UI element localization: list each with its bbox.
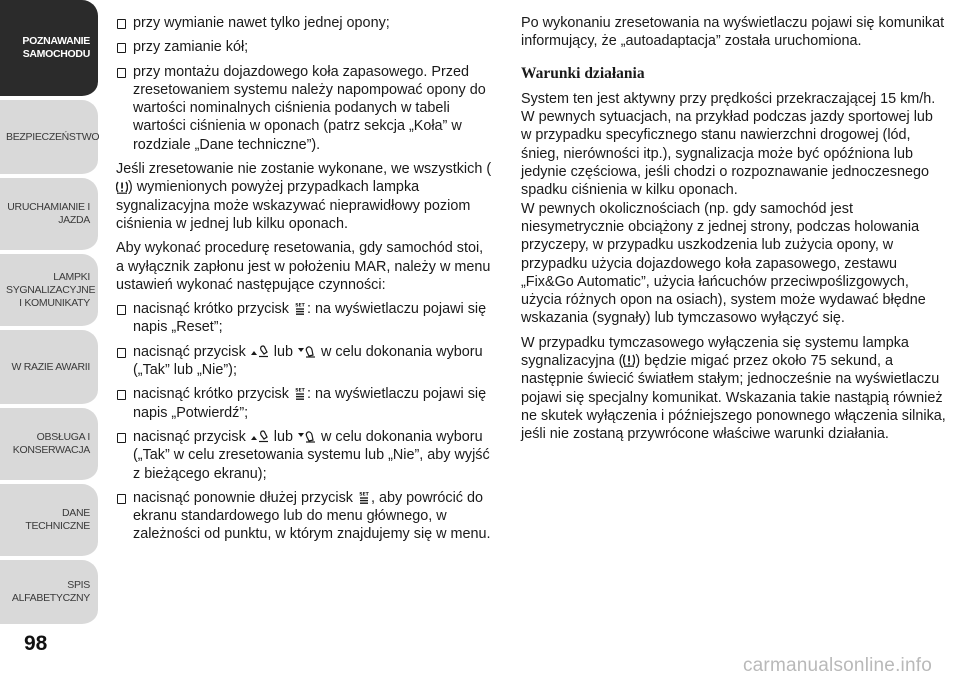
tab-label: POZNAWANIE SAMOCHODU (22, 35, 90, 60)
paragraph-autoadaptation: Po wykonaniu zresetowania na wyświetlaczu pojawi się komunikat informujący, że „autoadaptacja” została uruchomiona. (521, 15, 945, 50)
tab-uruchamianie-i-jazda[interactable] (0, 178, 98, 252)
tab-spis-alfabetyczny[interactable] (0, 560, 98, 626)
list-item: przy montażu dojazdowego koła zapasowego. Przed zresetowaniem systemu należy napompować opony do wartości nominalnych ciśnienia podanych w tabeli wartości ciśnienia w oponach (patrz sekcja „Koła” w rozdziale „Dane techniczne”). (116, 63, 494, 154)
tab-label: DANE TECHNICZNE (25, 507, 90, 532)
text-fragment: lub (273, 343, 293, 360)
text-fragment: : na wyświetlaczu pojawi się napis „Potwierdź”; (133, 386, 487, 421)
text-fragment: ) wymienionych powyżej przypadkach lampka sygnalizacyjna może wskazywać nieprawidłowy poziom ciśnienia w jednej lub kilku oponach. (116, 179, 471, 232)
set-button-icon (293, 302, 307, 315)
paragraph-procedure-intro: Aby wykonać procedurę resetowania, gdy samochód stoi, a wyłącznik zapłonu jest w położeniu MAR, należy w menu ustawień wykonać następujące czynności: (116, 240, 491, 293)
section-heading: Warunki działania (521, 64, 645, 82)
tab-label: BEZPIECZEŃSTWO (6, 130, 100, 143)
tab-obsluga-i-konserwacja[interactable] (0, 408, 98, 482)
list-item (116, 385, 494, 422)
set-button-icon (357, 491, 371, 504)
text-fragment: : na wyświetlaczu pojawi się napis „Reset”; (133, 301, 487, 336)
text-fragment: w celu dokonania wyboru („Tak” w celu zresetowania systemu lub „Nie”, aby wyjść z bieżącego ekranu); (133, 428, 490, 482)
text-fragment: nacisnąć przycisk (133, 343, 246, 360)
text-fragment: nacisnąć krótko przycisk (133, 386, 289, 403)
text-fragment: nacisnąć ponownie dłużej przycisk (133, 489, 353, 506)
tab-label: SPIS ALFABETYCZNY (11, 579, 90, 604)
list-item (116, 300, 494, 337)
set-button-icon (293, 387, 307, 400)
paragraph-reset-warning (116, 160, 494, 233)
up-arrow-button-icon (250, 344, 270, 358)
tab-w-razie-awarii[interactable] (0, 330, 98, 406)
up-arrow-button-icon (250, 429, 270, 443)
page-number: 98 (24, 632, 48, 655)
paragraph-temporary-disable (521, 334, 947, 444)
text-fragment: , aby powrócić do ekranu standardowego lub do menu głównego, w zależności od punktu, w którym znajdujemy się w menu. (133, 489, 491, 543)
paragraph-operating-conditions: System ten jest aktywny przy prędkości przekraczającej 15 km/h. W pewnych sytuacjach, na przykład podczas jazdy sportowej lub w przypadku specyficznego stanu nawierzchni drogowej (lód, śnieg, nierówności itp.), sygnalizacja może być opóźniona lub jedynie częściowa, jeśli chodzi o rozpoznawanie jednoczesnego spadku ciśnienia w kilku oponach. (521, 90, 936, 199)
list-item: przy wymianie nawet tylko jednej opony; (116, 14, 494, 32)
list-item (116, 489, 494, 544)
svg-text:SET: SET (359, 492, 369, 498)
text-fragment: W przypadku tymczasowego wyłączenia się systemu lampka sygnalizacyjna ( (521, 334, 909, 370)
tab-label: W RAZIE AWARII (11, 360, 90, 373)
text-fragment: nacisnąć krótko przycisk (133, 301, 289, 318)
down-arrow-button-icon (297, 429, 317, 443)
right-column (521, 14, 947, 450)
text-fragment: w celu dokonania wyboru („Tak” lub „Nie”); (133, 343, 483, 379)
list-item: przy zamianie kół; (116, 38, 494, 56)
list-item (116, 428, 494, 483)
chapter-tabs (0, 0, 100, 640)
paragraph-false-indications: W pewnych okolicznościach (np. gdy samochód jest niesymetrycznie obciążony z jednej strony, podczas holowania przyczepy, w przypadku uszkodzenia lub zużycia opony, w przypadku użycia dojazdowego koła zapasowego, zestawu „Fix&Go Automatic”, użycia łańcuchów przeciwpoślizgowych, użycia różnych opon na osiach), system może wydawać błędne wskazania (sygnały) lub tymczasowo wyłączyć się. (521, 200, 926, 327)
tab-dane-techniczne[interactable] (0, 484, 98, 558)
svg-text:SET: SET (295, 388, 305, 394)
reset-cases-list (116, 14, 494, 154)
tab-label: OBSŁUGA I KONSERWACJA (12, 431, 90, 456)
text-fragment: nacisnąć przycisk (133, 428, 246, 445)
tab-lampki-sygnalizacyjne[interactable] (0, 254, 98, 328)
down-arrow-button-icon (297, 344, 317, 358)
tyre-pressure-warning-icon (623, 353, 635, 367)
left-column (116, 14, 494, 550)
svg-text:SET: SET (295, 303, 305, 309)
tab-label: URUCHAMIANIE I JAZDA (7, 201, 90, 226)
tyre-pressure-warning-icon (116, 180, 128, 194)
tab-bezpieczenstwo[interactable] (0, 100, 98, 176)
text-fragment: ) będzie migać przez około 75 sekund, a następnie świecić światłem stałym; jednocześnie na wyświetlaczu pojawi się specjalny komunikat. Wskazania takie nastąpią również ne skutek wyłączenia i późniejszego ponownego włączenia silnika, jeśli nie zostaną przywrócone właściwe warunki działania. (521, 353, 946, 443)
list-item (116, 343, 494, 380)
reset-steps-list (116, 300, 494, 544)
tab-label: LAMPKI SYGNALIZACYJNE I KOMUNIKATY (6, 270, 96, 309)
text-fragment: Jeśli zresetowanie nie zostanie wykonane, we wszystkich ( (116, 161, 492, 178)
text-fragment: lub (273, 428, 293, 445)
tab-poznawanie-samochodu[interactable] (0, 0, 98, 98)
watermark: carmanualsonline.info (742, 655, 932, 676)
